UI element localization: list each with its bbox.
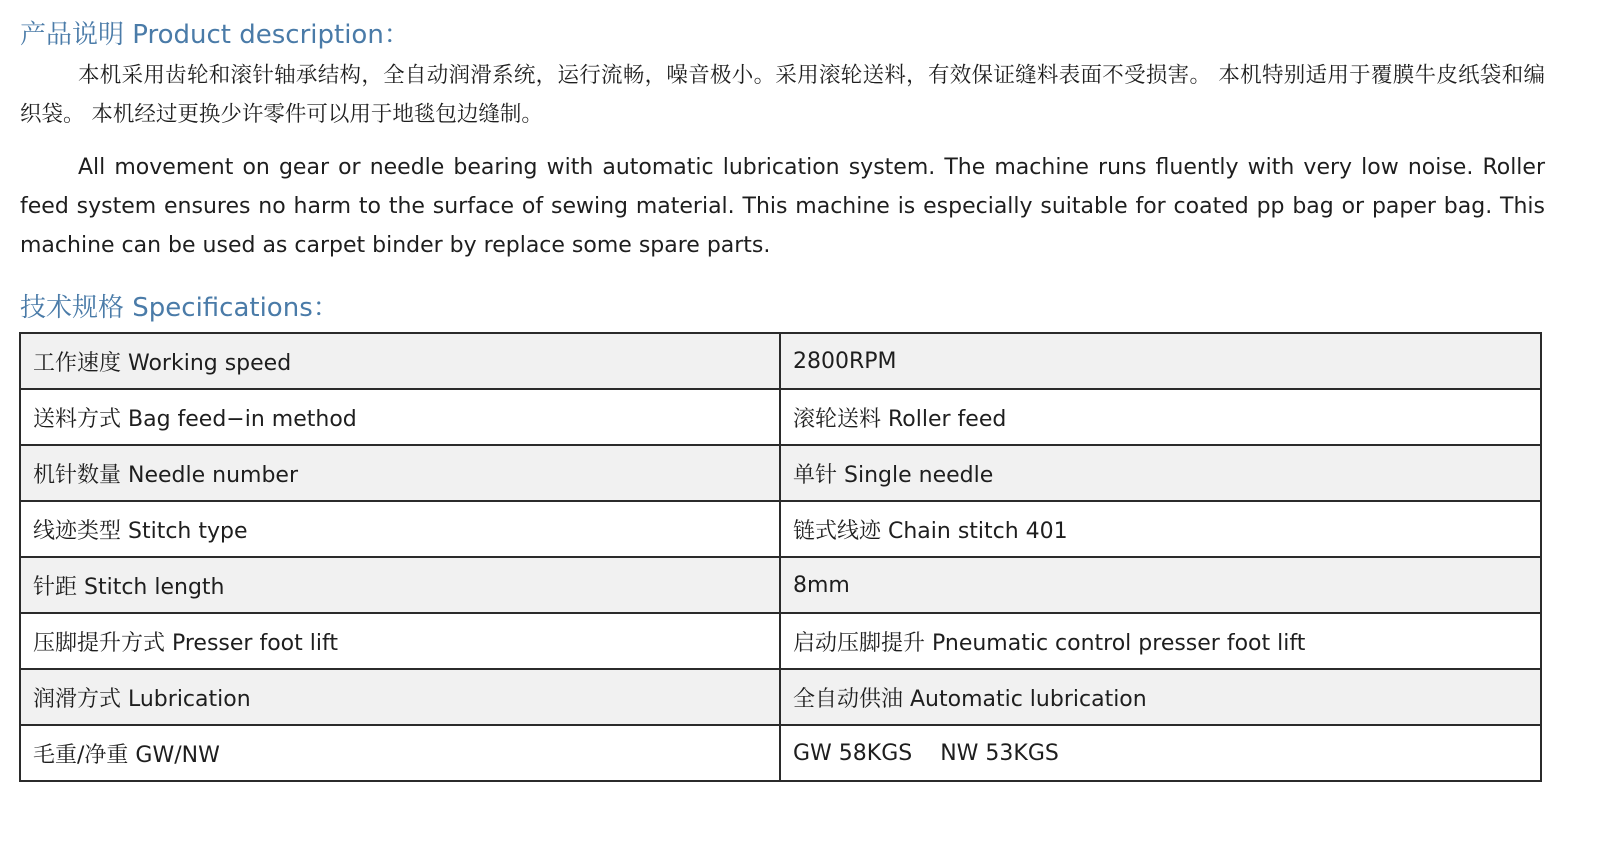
- spec-label: 机针数量 Needle number: [20, 445, 780, 501]
- specifications-heading: 技术规格 Specifications：: [20, 293, 339, 323]
- spec-row-working-speed: [20, 333, 1541, 389]
- spec-row-feed-method: [20, 389, 1541, 445]
- spec-label: 线迹类型 Stitch type: [20, 501, 780, 557]
- spec-label: 压脚提升方式 Presser foot lift: [20, 613, 780, 669]
- spec-row-stitch-length: [20, 557, 1541, 613]
- spec-value: 单针 Single needle: [780, 445, 1541, 501]
- spec-row-stitch-type: [20, 501, 1541, 557]
- spec-label: 工作速度 Working speed: [20, 333, 780, 389]
- spec-row-lubrication: [20, 669, 1541, 725]
- spec-row-weight: [20, 725, 1541, 781]
- spec-value: 2800RPM: [780, 333, 1541, 389]
- spec-label: 送料方式 Bag feed−in method: [20, 389, 780, 445]
- spec-value: 8mm: [780, 557, 1541, 613]
- spec-value: 全自动供油 Automatic lubrication: [780, 669, 1541, 725]
- spec-value: 启动压脚提升 Pneumatic control presser foot lift: [780, 613, 1541, 669]
- product-description-heading: 产品说明 Product description：: [20, 20, 410, 50]
- spec-value: 滚轮送料 Roller feed: [780, 389, 1541, 445]
- spec-label: 润滑方式 Lubrication: [20, 669, 780, 725]
- spec-row-presser-foot-lift: [20, 613, 1541, 669]
- specifications-table: [19, 332, 1542, 782]
- spec-value: GW 58KGS NW 53KGS: [780, 725, 1541, 781]
- spec-label: 毛重/净重 GW/NW: [20, 725, 780, 781]
- spec-row-needle-number: [20, 445, 1541, 501]
- spec-value: 链式线迹 Chain stitch 401: [780, 501, 1541, 557]
- description-paragraph-english: All movement on gear or needle bearing with automatic lubrication system. The machine runs fluently with very low noise. Roller feed system ensures no harm to the surface of sewing material. This machine is especially suitable for coated pp bag or paper bag. This machine can be used as carpet binder by replace some spare parts.: [20, 155, 1545, 258]
- description-paragraph-chinese: 本机采用齿轮和滚针轴承结构，全自动润滑系统，运行流畅，噪音极小。采用滚轮送料，有效保证缝料表面不受损害。 本机特别适用于覆膜牛皮纸袋和编织袋。 本机经过更换少许零件可以用于地毯包边缝制。: [20, 63, 1545, 127]
- spec-label: 针距 Stitch length: [20, 557, 780, 613]
